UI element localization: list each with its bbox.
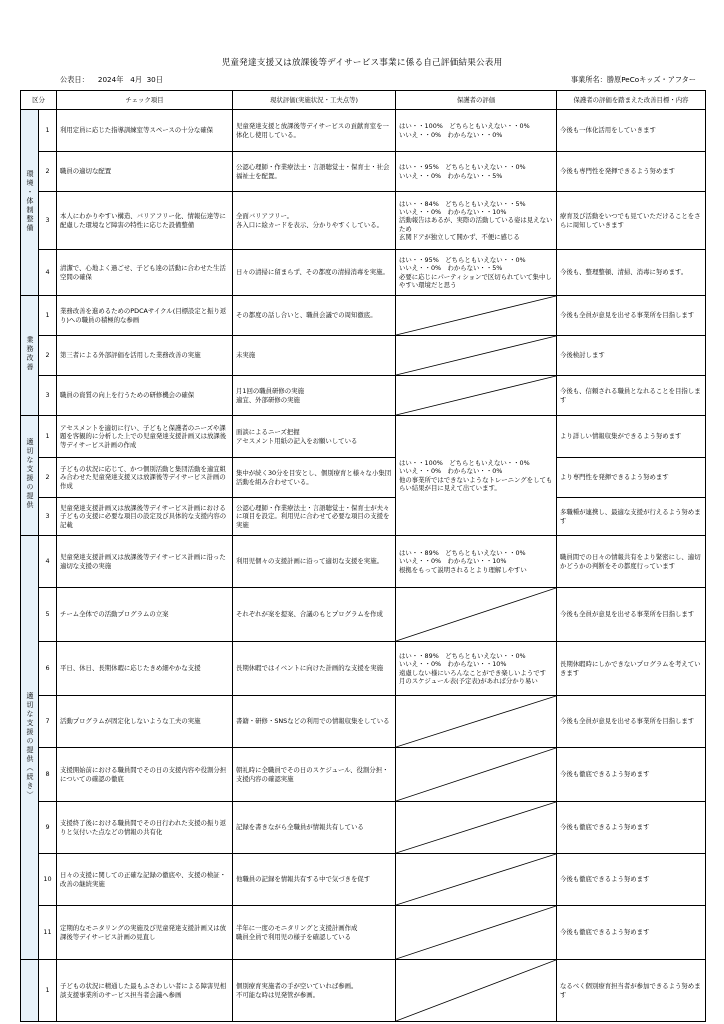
diagonal-cell xyxy=(396,802,557,854)
check-item: 定期的なモニタリングの実施及び児童発達支援計画又は放課後等デイサービス計画の見直し xyxy=(57,906,233,960)
improvement: 職員間での日々の情報共有をより緊密にし、適切かどうかの判断をその都度行っています xyxy=(557,536,706,588)
diagonal-cell xyxy=(396,696,557,748)
table-row xyxy=(21,336,706,376)
row-number: 2 xyxy=(39,458,57,498)
current-status: その都度の話し合いと、職員会議での周知徹底。 xyxy=(233,296,396,336)
table-row xyxy=(21,536,706,588)
check-item: 支援終了後における職員間でその日行われた支援の振り返りと気付いた点などの情報の共有化 xyxy=(57,802,233,854)
diagonal-line-icon xyxy=(396,906,556,959)
check-item: 児童発達支援計画又は放課後等デイサービス計画における子どもの支援に必要な項目の設定及び具体的な支援内容の記載 xyxy=(57,498,233,536)
header-improvement: 保護者の評価を踏まえた改善目標・内容 xyxy=(557,91,706,110)
current-status: 半年に一度のモニタリングと支援計画作成 職員全員で利用児の様子を確認している xyxy=(233,906,396,960)
check-item: 職員の適切な配置 xyxy=(57,152,233,192)
page-title: 児童発達支援又は放課後等デイサービス事業に係る自己評価結果公表用 xyxy=(221,58,503,68)
current-status: 朝礼時に全職員でその日のスケジュール、役割分担・支援内容の確認実施 xyxy=(233,748,396,802)
row-number: 3 xyxy=(39,376,57,416)
improvement: なるべく個別療育担当者が参加できるよう努めます xyxy=(557,960,706,1022)
diagonal-cell xyxy=(396,854,557,906)
current-status: 月1回の職員研修の実施 適宜、外部研修の実施 xyxy=(233,376,396,416)
row-number: 2 xyxy=(39,152,57,192)
diagonal-line-icon xyxy=(396,376,556,415)
diagonal-line-icon xyxy=(396,296,556,335)
header-guardian-eval: 保護者の評価 xyxy=(396,91,557,110)
current-status: 他職員の記録を情報共有する中で気づきを促す xyxy=(233,854,396,906)
row-number: 2 xyxy=(39,336,57,376)
diagonal-cell xyxy=(396,588,557,642)
row-number: 4 xyxy=(39,250,57,296)
row-number: 3 xyxy=(39,498,57,536)
check-item: 職員の資質の向上を行うための研修機会の確保 xyxy=(57,376,233,416)
improvement: 療育及び活動をいつでも見ていただけることをさらに周知していきます xyxy=(557,192,706,250)
table-row xyxy=(21,458,706,498)
guardian-eval: はい・・95% どちらともいえない・・0% いいえ・・0% わからない・・5% 必要に応じにパーティションで区切られていて集中しやすい環境だと思う xyxy=(396,250,557,296)
current-status: 公認心理師・作業療法士・言語聴覚士・保育士が夫々に項目を設定。利用児に合わせて必要な項目の支援を実施 xyxy=(233,498,396,536)
guardian-eval: はい・・100% どちらともいえない・・0% いいえ・・0% わからない・・0% 他の事業所ではできないようなトレーニングをしてもらい結果が目に見えて出ています。 xyxy=(396,416,557,536)
current-status: 長期休暇ではイベントに向けた計画的な支援を実施 xyxy=(233,642,396,696)
improvement: より専門性を発揮できるよう努めます xyxy=(557,458,706,498)
row-number: 1 xyxy=(39,110,57,152)
row-number: 8 xyxy=(39,748,57,802)
header-current-status: 現状評価(実施状況・工夫点等) xyxy=(233,91,396,110)
check-item: 利用定員に応じた指導訓練室等スペースの十分な確保 xyxy=(57,110,233,152)
publication-month: 4月 xyxy=(130,75,143,84)
section-label: 環境・体制整備 xyxy=(25,169,34,233)
current-status: 個別療育実施者の手が空いていれば参画。 不可能な時は児発管が参画。 xyxy=(233,960,396,1022)
current-status: 利用児個々の支援計画に沿って適切な支援を実施。 xyxy=(233,536,396,588)
row-number: 11 xyxy=(39,906,57,960)
check-item: 支援開始前における職員間でその日の支援内容や役割分担についての確認の徹底 xyxy=(57,748,233,802)
diagonal-line-icon xyxy=(396,696,556,747)
improvement: 今後も全員が意見を出せる事業所を目指します xyxy=(557,696,706,748)
check-item: 平日、休日、長期休暇に応じたきめ細やかな支援 xyxy=(57,642,233,696)
publication-year: 2024年 xyxy=(97,75,124,84)
guardian-eval: はい・・95% どちらともいえない・・0% いいえ・・0% わからない・・5% xyxy=(396,152,557,192)
header-category: 区分 xyxy=(21,91,57,110)
table-row xyxy=(21,588,706,642)
improvement: 今後も徹底できるよう努めます xyxy=(557,906,706,960)
improvement: より詳しい情報収集ができるよう努めます xyxy=(557,416,706,458)
current-status: 未実施 xyxy=(233,336,396,376)
guardian-eval: はい・・89% どちらともいえない・・0% いいえ・・0% わからない・・10% 遠慮しない様にいろんなことができ楽しいようです 月のスケジュール表(予定表)があれば分かり易い xyxy=(396,642,557,696)
section-label: 適切な支援の提供（続き） xyxy=(25,692,34,801)
guardian-eval: はい・・100% どちらともいえない・・0% いいえ・・0% わからない・・0% xyxy=(396,110,557,152)
section-next xyxy=(21,960,39,1022)
diagonal-cell xyxy=(396,336,557,376)
check-item: 清潔で、心地よく過ごせ、子ども達の活動に合わせた生活空間の確保 xyxy=(57,250,233,296)
improvement: 多職種が連携し、最適な支援が行えるよう努めます xyxy=(557,498,706,536)
section-label: 適切な支援の提供 xyxy=(25,438,34,511)
current-status: 全面バリアフリー。 各入口に絵カードを表示、分かりやすくしている。 xyxy=(233,192,396,250)
row-number: 9 xyxy=(39,802,57,854)
current-status: 書籍・研修・SNSなどの利用での情報収集をしている xyxy=(233,696,396,748)
guardian-eval: はい・・84% どちらともいえない・・5% いいえ・・0% わからない・・10% 活動報告はあるが、実際の活動している姿は見えないため 玄関ドアが独立して開かず、不便に感じる xyxy=(396,192,557,250)
improvement: 今後検討します xyxy=(557,336,706,376)
check-item: 本人にわかりやすい構造、バリアフリー化、情報伝達等に配慮した環境など障害の特性に応じた設備整備 xyxy=(57,192,233,250)
section-env xyxy=(21,110,39,296)
table-row xyxy=(21,802,706,854)
improvement: 長期休暇時にしかできないプログラムを考えていきます xyxy=(557,642,706,696)
table-row xyxy=(21,376,706,416)
table-row xyxy=(21,152,706,192)
section-support xyxy=(21,416,39,536)
header-row xyxy=(21,91,706,110)
row-number: 6 xyxy=(39,642,57,696)
row-number: 10 xyxy=(39,854,57,906)
table-row xyxy=(21,854,706,906)
evaluation-table xyxy=(20,90,706,1022)
improvement: 今後も徹底できるよう努めます xyxy=(557,854,706,906)
check-item: 第三者による外部評価を活用した業務改善の実施 xyxy=(57,336,233,376)
header-check-item: チェック項目 xyxy=(57,91,233,110)
current-status: 集中が続く30分を目安とし、個別療育と様々な小集団活動を組み合わせている。 xyxy=(233,458,396,498)
diagonal-cell xyxy=(396,376,557,416)
publication-date xyxy=(60,75,163,85)
diagonal-cell xyxy=(396,748,557,802)
row-number: 7 xyxy=(39,696,57,748)
current-status: 児童発達支援と放課後等デイサービスの貢献育室を一体化し使用している。 xyxy=(233,110,396,152)
table-row xyxy=(21,906,706,960)
diagonal-cell xyxy=(396,296,557,336)
table-row xyxy=(21,296,706,336)
publication-day: 30日 xyxy=(146,75,163,84)
table-row xyxy=(21,748,706,802)
row-number: 3 xyxy=(39,192,57,250)
diagonal-line-icon xyxy=(396,854,556,905)
table-row xyxy=(21,960,706,1022)
check-item: 活動プログラムが固定化しないような工夫の実施 xyxy=(57,696,233,748)
diagonal-line-icon xyxy=(396,802,556,853)
row-number: 4 xyxy=(39,536,57,588)
publication-label: 公表日： xyxy=(60,75,89,84)
row-number: 1 xyxy=(39,296,57,336)
improvement: 今後も徹底できるよう努めます xyxy=(557,802,706,854)
row-number: 1 xyxy=(39,416,57,458)
improvement: 今後も全員が意見を出せる事業所を目指します xyxy=(557,588,706,642)
section-ops xyxy=(21,296,39,416)
table-row xyxy=(21,192,706,250)
improvement: 今後も、整理整頓、清掃、消毒に努めます。 xyxy=(557,250,706,296)
current-status: 日々の清掃に留まらず、その都度の清掃消毒を実施。 xyxy=(233,250,396,296)
office-name: 事業所名：勝原PeCoキッズ・アフター xyxy=(570,75,696,84)
diagonal-cell xyxy=(396,960,557,1022)
table-row xyxy=(21,696,706,748)
guardian-eval: はい・・89% どちらともいえない・・0% いいえ・・0% わからない・・10% 根拠をもって説明されるとより理解しやすい xyxy=(396,536,557,588)
row-number: 5 xyxy=(39,588,57,642)
improvement: 今後も専門性を発揮できるよう努めます xyxy=(557,152,706,192)
diagonal-line-icon xyxy=(396,336,556,375)
table-row xyxy=(21,642,706,696)
check-item: 児童発達支援計画又は放課後等デイサービス計画に沿った適切な支援の実施 xyxy=(57,536,233,588)
row-number: 1 xyxy=(39,960,57,1022)
improvement: 今後も徹底できるよう努めます xyxy=(557,748,706,802)
check-item: 業務改善を進めるためのPDCAサイクル(目標設定と振り返り)への職員の積極的な参画 xyxy=(57,296,233,336)
current-status: それぞれが案を提案、合議のもとプログラムを作成 xyxy=(233,588,396,642)
check-item: 子どもの状況に応じて、かつ個別活動と集団活動を適宜組み合わせた児童発達支援又は放課後等デイサービス計画の作成 xyxy=(57,458,233,498)
diagonal-line-icon xyxy=(396,748,556,801)
improvement: 今後も一体化活用をしていきます xyxy=(557,110,706,152)
table-row xyxy=(21,110,706,152)
diagonal-line-icon xyxy=(396,588,556,641)
table-row xyxy=(21,416,706,458)
table-row xyxy=(21,250,706,296)
current-status: 記録を書きながら全職員が情報共有している xyxy=(233,802,396,854)
improvement: 今後も全員が意見を出せる事業所を目指します xyxy=(557,296,706,336)
check-item: 日々の支援に関しての正確な記録の徹底や、支援の検証・改善の継続実施 xyxy=(57,854,233,906)
section-label: 業務改善 xyxy=(25,336,34,373)
check-item: アセスメントを適切に行い、子どもと保護者のニーズや課題を客観的に分析した上での児童発達支援計画又は放課後等デイサービス計画の作成 xyxy=(57,416,233,458)
table-row xyxy=(21,498,706,536)
diagonal-cell xyxy=(396,906,557,960)
current-status: 公認心理師・作業療法士・言語聴覚士・保育士・社会福祉士を配置。 xyxy=(233,152,396,192)
current-status: 面談によるニーズ把握 アセスメント用紙の記入をお願いしている xyxy=(233,416,396,458)
section-support-continued xyxy=(21,536,39,960)
improvement: 今後も、信頼される職員となれることを目指します xyxy=(557,376,706,416)
check-item: チーム全体での活動プログラムの立案 xyxy=(57,588,233,642)
check-item: 子どもの状況に精通した最もふさわしい者による障害児相談支援事業所のサービス担当者会議へ参画 xyxy=(57,960,233,1022)
diagonal-line-icon xyxy=(396,960,556,1021)
